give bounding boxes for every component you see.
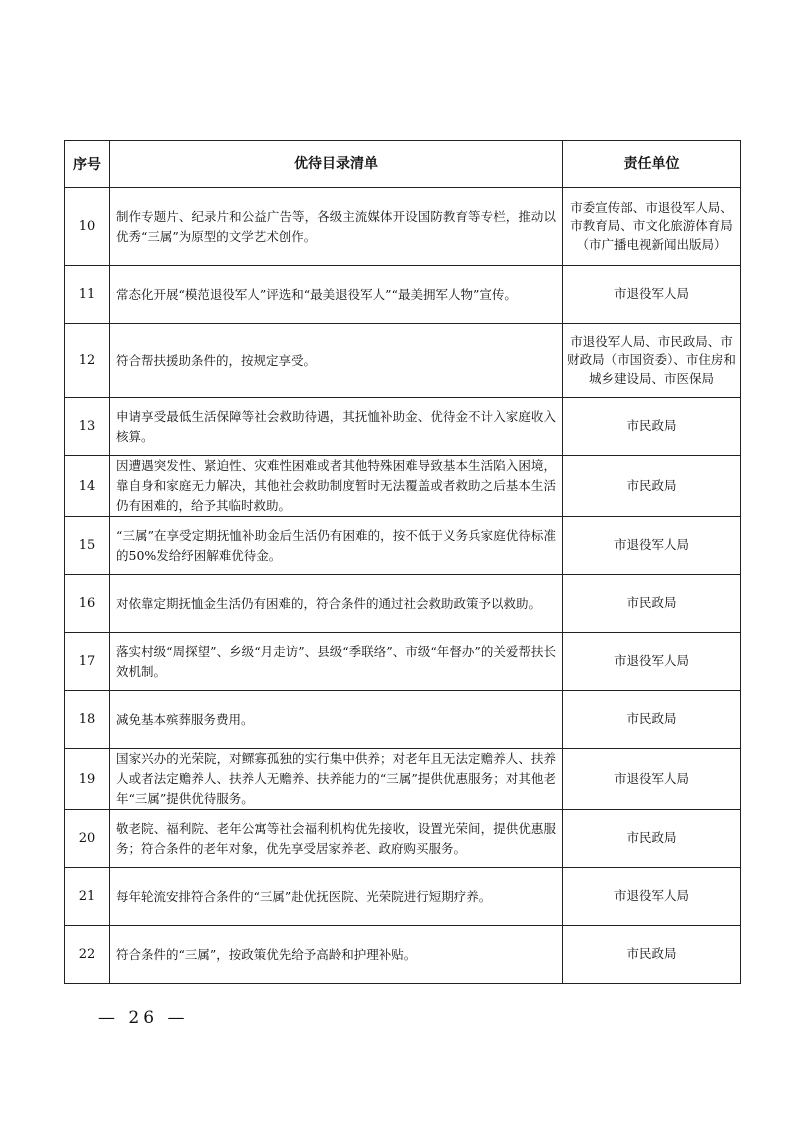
row-responsible-unit: 市退役军人局	[563, 633, 741, 691]
row-number: 15	[65, 517, 110, 575]
header-no: 序号	[65, 141, 110, 188]
row-responsible-unit: 市退役军人局	[563, 749, 741, 810]
row-item-text: 国家兴办的光荣院，对鳏寡孤独的实行集中供养；对老年且无法定赡养人、扶养人或者法定赡养人、扶养人无赡养、扶养能力的“三属”提供优惠服务；对其他老年“三属”提供优待服务。	[110, 749, 563, 810]
row-number: 12	[65, 324, 110, 398]
table-row	[65, 633, 741, 691]
table-row	[65, 398, 741, 456]
page-number: — 26 —	[98, 1008, 189, 1028]
header-item: 优待目录清单	[110, 141, 563, 188]
row-number: 16	[65, 575, 110, 633]
row-item-text: 减免基本殡葬服务费用。	[110, 691, 563, 749]
row-item-text: “三属”在享受定期抚恤补助金后生活仍有困难的，按不低于义务兵家庭优待标准的50%发给纾困解难优待金。	[110, 517, 563, 575]
table-row	[65, 749, 741, 810]
row-responsible-unit: 市民政局	[563, 691, 741, 749]
table-header-row	[65, 141, 741, 188]
row-item-text: 符合条件的“三属”，按政策优先给予高龄和护理补贴。	[110, 926, 563, 984]
row-responsible-unit: 市民政局	[563, 810, 741, 868]
row-number: 13	[65, 398, 110, 456]
row-number: 14	[65, 456, 110, 517]
row-number: 21	[65, 868, 110, 926]
row-responsible-unit: 市民政局	[563, 926, 741, 984]
table-row	[65, 324, 741, 398]
row-responsible-unit: 市退役军人局	[563, 266, 741, 324]
row-item-text: 每年轮流安排符合条件的“三属”赴优抚医院、光荣院进行短期疗养。	[110, 868, 563, 926]
table-row	[65, 266, 741, 324]
row-item-text: 符合帮扶援助条件的，按规定享受。	[110, 324, 563, 398]
row-number: 11	[65, 266, 110, 324]
header-unit: 责任单位	[563, 141, 741, 188]
table-row	[65, 810, 741, 868]
row-item-text: 对依靠定期抚恤金生活仍有困难的，符合条件的通过社会救助政策予以救助。	[110, 575, 563, 633]
table-row	[65, 575, 741, 633]
row-number: 10	[65, 188, 110, 266]
table-row	[65, 868, 741, 926]
table-row	[65, 517, 741, 575]
row-number: 19	[65, 749, 110, 810]
table-body	[65, 188, 741, 984]
table-row	[65, 926, 741, 984]
table-row	[65, 188, 741, 266]
row-responsible-unit: 市民政局	[563, 575, 741, 633]
row-responsible-unit: 市民政局	[563, 398, 741, 456]
table-row	[65, 456, 741, 517]
row-responsible-unit: 市民政局	[563, 456, 741, 517]
preferential-treatment-table	[64, 140, 741, 984]
row-item-text: 敬老院、福利院、老年公寓等社会福利机构优先接收，设置光荣间，提供优惠服务；符合条件的老年对象，优先享受居家养老、政府购买服务。	[110, 810, 563, 868]
row-item-text: 制作专题片、纪录片和公益广告等，各级主流媒体开设国防教育等专栏，推动以优秀“三属”为原型的文学艺术创作。	[110, 188, 563, 266]
row-item-text: 申请享受最低生活保障等社会救助待遇，其抚恤补助金、优待金不计入家庭收入核算。	[110, 398, 563, 456]
row-item-text: 因遭遇突发性、紧迫性、灾难性困难或者其他特殊困难导致基本生活陷入困境，靠自身和家庭无力解决，其他社会救助制度暂时无法覆盖或者救助之后基本生活仍有困难的，给予其临时救助。	[110, 456, 563, 517]
row-number: 20	[65, 810, 110, 868]
row-responsible-unit: 市退役军人局	[563, 868, 741, 926]
row-item-text: 落实村级“周探望”、乡级“月走访”、县级“季联络”、市级“年督办”的关爱帮扶长效机制。	[110, 633, 563, 691]
table-row	[65, 691, 741, 749]
row-number: 17	[65, 633, 110, 691]
row-responsible-unit: 市退役军人局	[563, 517, 741, 575]
row-item-text: 常态化开展“模范退役军人”评选和“最美退役军人”“最美拥军人物”宣传。	[110, 266, 563, 324]
row-responsible-unit: 市委宣传部、市退役军人局、市教育局、市文化旅游体育局（市广播电视新闻出版局）	[563, 188, 741, 266]
row-number: 22	[65, 926, 110, 984]
row-number: 18	[65, 691, 110, 749]
row-responsible-unit: 市退役军人局、市民政局、市财政局（市国资委）、市住房和城乡建设局、市医保局	[563, 324, 741, 398]
